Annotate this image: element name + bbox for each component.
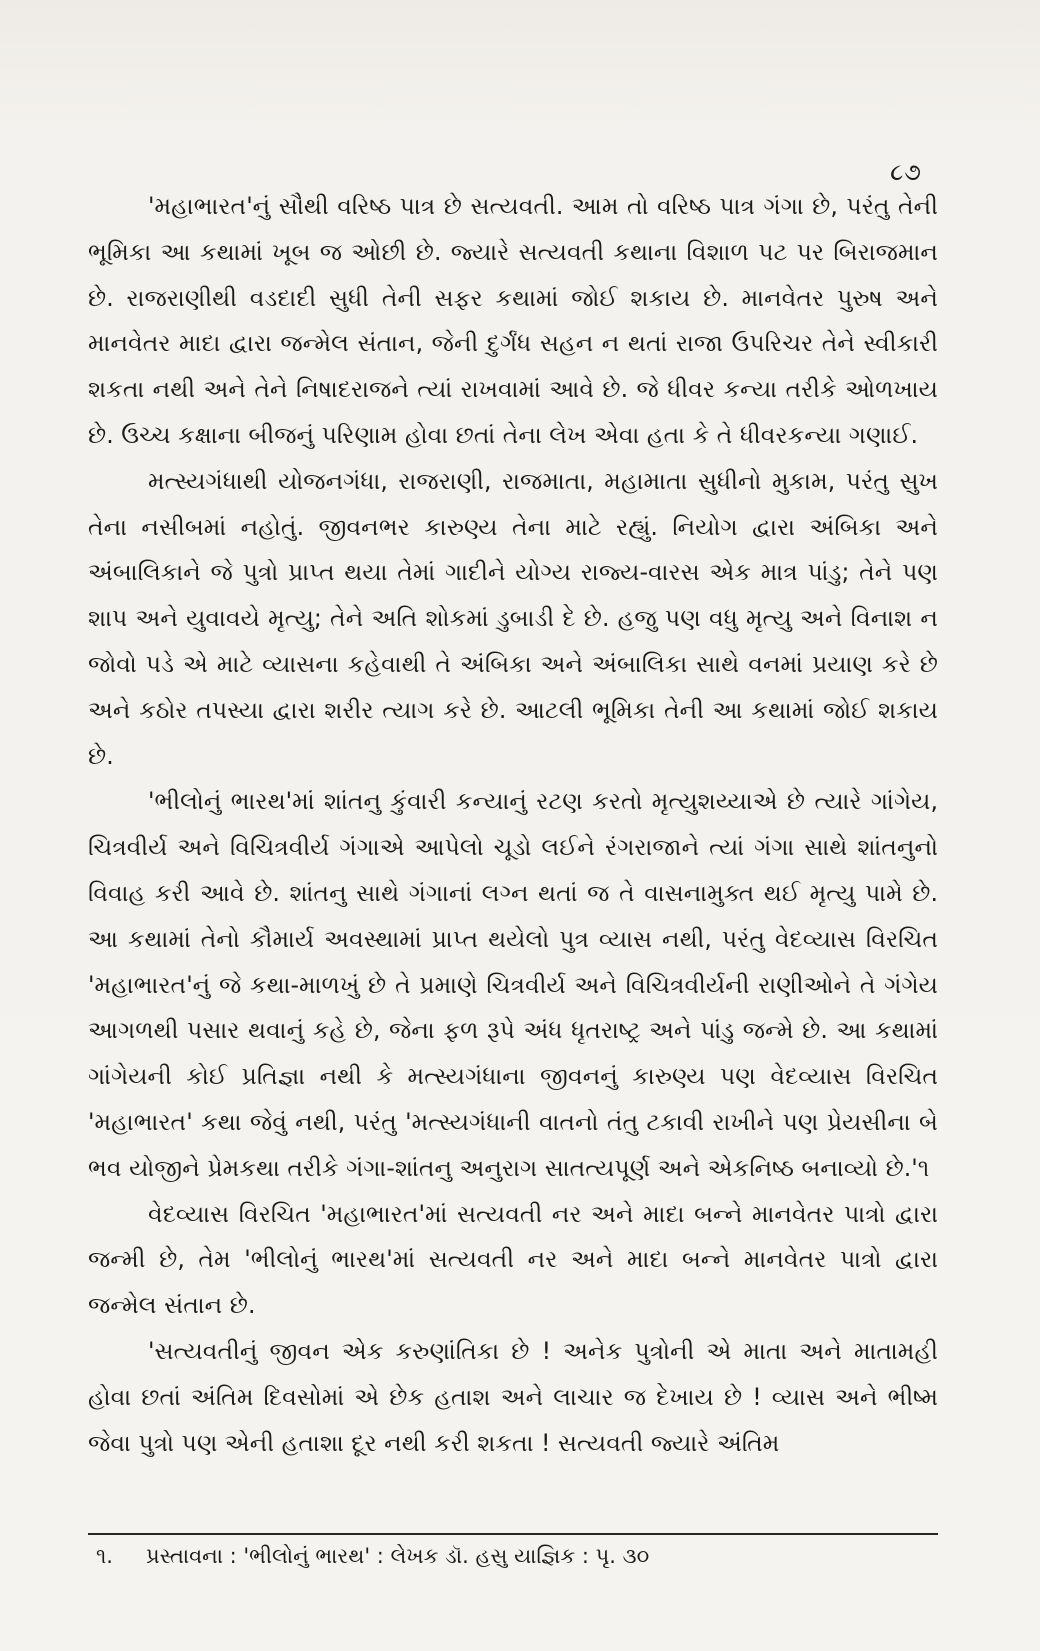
paragraph-3: 'ભીલોનું ભારથ'માં શાંતનુ કુંવારી કન્યાનું રટણ કરતો મૃત્યુશય્યાએ છે ત્યારે ગાંગેય, ચિત્રવીર્ય અને વિચિત્રવીર્ય ગંગાએ આપેલો ચૂડો લઈને રંગરાજાને ત્યાં ગંગા સાથે શાંતનુનો વિવાહ કરી આવે છે. શાંતનુ સાથે ગંગાનાં લગ્ન થતાં જ તે વાસનામુક્ત થઈ મૃત્યુ પામે છે. આ કથામાં તેનો કૌમાર્ય અવસ્થામાં પ્રાપ્ત થયેલો પુત્ર વ્યાસ નથી, પરંતુ વેદવ્યાસ વિરચિત 'મહાભારત'નું જે કથા-માળખું છે તે પ્રમાણે ચિત્રવીર્ય અને વિચિત્રવીર્યની રાણીઓને તે ગંગેય આગળથી પસાર થવાનું કહે છે, જેના ફળ રૂપે અંધ ધૃતરાષ્ટ્ર અને પાંડુ જન્મે છે. આ કથામાં ગાંગેયની કોઈ પ્રતિજ્ઞા નથી કે મત્સ્યગંધાના જીવનનું કારુણ્ય પણ વેદવ્યાસ વિરચિત 'મહાભારત' કથા જેવું નથી, પરંતુ 'મત્સ્યગંધાની વાતનો તંતુ ટકાવી રાખીને પણ પ્રેયસીના બે ભવ યોજીને પ્રેમકથા તરીકે ગંગા-શાંતનુ અનુરાગ સાતત્યપૂર્ણ અને એકનિષ્ઠ બનાવ્યો છે.'૧ [88,787,938,1182]
footnote-text: પ્રસ્તાવના : 'ભીલોનું ભારથ' : લેખક ડૉ. હસુ યાજ્ઞિક : પૃ. ૩૦ [146,1544,650,1568]
footnote-number: ૧. [96,1544,113,1568]
paragraph-2: મત્સ્યગંધાથી યોજનગંધા, રાજરાણી, રાજમાતા, મહામાતા સુધીનો મુકામ, પરંતુ સુખ તેના નસીબમાં નહોતું. જીવનભર કારુણ્ય તેના માટે રહ્યું. નિયોગ દ્વારા અંબિકા અને અંબાલિકાને જે પુત્રો પ્રાપ્ત થયા તેમાં ગાદીને યોગ્ય રાજ્ય-વારસ એક માત્ર પાંડુ; તેને પણ શાપ અને યુવાવયે મૃત્યુ; તેને અતિ શોકમાં ડુબાડી દે છે. હજુ પણ વધુ મૃત્યુ અને વિનાશ ન જોવો પડે એ માટે વ્યાસના કહેવાથી તે અંબિકા અને અંબાલિકા સાથે વનમાં પ્રયાણ કરે છે અને કઠોર તપસ્યા દ્વારા શરીર ત્યાગ કરે છે. આટલી ભૂમિકા તેની આ કથામાં જોઈ શકાય છે. [88,466,938,770]
paragraph-5: 'સત્યવતીનું જીવન એક કરુણાંતિકા છે ! અનેક પુત્રોની એ માતા અને માતામહી હોવા છતાં અંતિમ દિવસોમાં એ છેક હતાશ અને લાચાર જ દેખાય છે ! વ્યાસ અને ભીષ્મ જેવા પુત્રો પણ એની હતાશા દૂર નથી કરી શકતા ! સત્યવતી જ્યારે અંતિમ [88,1336,938,1457]
paragraph-1: 'મહાભારત'નું સૌથી વરિષ્ઠ પાત્ર છે સત્યવતી. આમ તો વરિષ્ઠ પાત્ર ગંગા છે, પરંતુ તેની ભૂમિકા આ કથામાં ખૂબ જ ઓછી છે. જ્યારે સત્યવતી કથાના વિશાળ પટ પર બિરાજમાન છે. રાજરાણીથી વડદાદી સુધી તેની સફર કથામાં જોઈ શકાય છે. માનવેતર પુરુષ અને માનવેતર માદા દ્વારા જન્મેલ સંતાન, જેની દુર્ગંધ સહન ન થતાં રાજા ઉપરિચર તેને સ્વીકારી શકતા નથી અને તેને નિષાદરાજને ત્યાં રાખવામાં આવે છે. જે ધીવર કન્યા તરીકે ઓળખાય છે. ઉચ્ચ કક્ષાના બીજનું પરિણામ હોવા છતાં તેના લેખ એવા હતા કે તે ધીવરકન્યા ગણાઈ. [88,192,938,449]
body-text [88,184,938,1466]
footnote-divider [88,1533,938,1535]
paragraph-4: વેદવ્યાસ વિરચિત 'મહાભારત'માં સત્યવતી નર અને માદા બન્ને માનવેતર પાત્રો દ્વારા જન્મી છે, તેમ 'ભીલોનું ભારથ'માં સત્યવતી નર અને માદા બન્ને માનવેતર પાત્રો દ્વારા જન્મેલ સંતાન છે. [88,1199,938,1320]
footnote [96,1540,936,1572]
page-number: ૮૭ [890,158,922,186]
